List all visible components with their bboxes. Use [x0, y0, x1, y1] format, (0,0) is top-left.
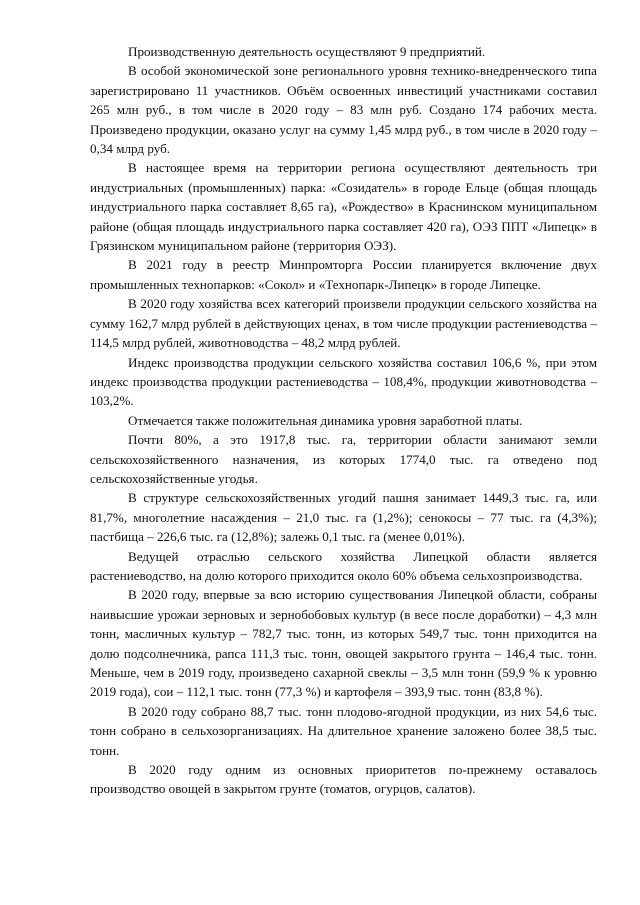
paragraph-fruit-berry: В 2020 году собрано 88,7 тыс. тонн плодово-ягодной продукции, из них 54,6 тыс. тонн собрано в сельхозорганизациях. На длительное хранение заложено более 38,5 тыс. тонн.	[90, 703, 597, 758]
paragraph-wages: Отмечается также положительная динамика уровня заработной платы.	[128, 412, 523, 428]
paragraph-enterprises: Производственную деятельность осуществляют 9 предприятий.	[128, 44, 486, 59]
paragraph-industrial-parks: В настоящее время на территории региона осуществляют деятельность три индустриальных (промышленных) парка: «Созидатель» в городе Ельце (общая площадь индустриального парка составляет 8,65 га), «Рождество» в Краснинском муниципальном районе (общая площадь индустриального парка составляет 420 га), ОЭЗ ППТ «Липецк» в Грязинском муниципальном районе (территория ОЭЗ).	[90, 160, 597, 254]
paragraph-harvest-2020: В 2020 году, впервые за всю историю существования Липецкой области, собраны наивысшие урожаи зерновых и зернобобовых культур (в весе после доработки) – 4,3 млн тонн, масличных культур – 782,7 тыс. тонн, из которых 549,7 тыс. тонн приходится на долю подсолнечника, рапса 111,3 тыс. тонн, овощей закрытого грунта – 146,4 тыс. тонн. Меньше, чем в 2019 году, произведено сахарной свеклы – 3,5 млн тонн (59,9 % к уровню 2019 года), сои – 112,1 тыс. тонн (77,3 %) и картофеля – 393,9 тыс. тонн (83,8 %).	[90, 587, 597, 700]
paragraph-agricultural-output: В 2020 году хозяйства всех категорий произвели продукции сельского хозяйства на сумму 162,7 млрд рублей в действующих ценах, в том числе продукции растениеводства – 114,5 млрд рублей, животноводства – 48,2 млрд рублей.	[90, 296, 597, 351]
paragraph-production-index: Индекс производства продукции сельского хозяйства составил 106,6 %, при этом индекс производства продукции растениеводства – 108,4%, продукции животноводства – 103,2%.	[90, 354, 597, 409]
document-page	[90, 42, 597, 799]
paragraph-crop-farming: Ведущей отраслью сельского хозяйства Липецкой области является растениеводство, на долю которого приходится около 60% объема сельхозпроизводства.	[90, 548, 597, 583]
paragraph-technoparks: В 2021 году в реестр Минпромторга России планируется включение двух промышленных технопарков: «Сокол» и «Технопарк-Липецк» в городе Липецке.	[90, 257, 597, 292]
paragraph-greenhouse-vegetables: В 2020 году одним из основных приоритетов по-прежнему оставалось производство овощей в закрытом грунте (томатов, огурцов, салатов).	[90, 762, 597, 797]
paragraph-agricultural-land: Почти 80%, а это 1917,8 тыс. га, территории области занимают земли сельскохозяйственного назначения, из которых 1774,0 тыс. га отведено под сельскохозяйственные угодья.	[90, 432, 597, 486]
paragraph-special-economic-zone: В особой экономической зоне регионального уровня технико-внедренческого типа зарегистрировано 11 участников. Объём освоенных инвестиций участниками составил 265 млн руб., в том числе в 2020 году – 83 млн руб. Создано 174 рабочих места. Произведено продукции, оказано услуг на сумму 1,45 млрд руб., в том числе в 2020 году – 0,34 млрд руб.	[90, 63, 597, 157]
paragraph-land-structure: В структуре сельскохозяйственных угодий пашня занимает 1449,3 тыс. га, или 81,7%, многолетние насаждения – 21,0 тыс. га (1,2%); сенокосы – 77 тыс. га (4,3%); пастбища – 226,6 тыс. га (12,8%); залежь 0,1 тыс. га (менее 0,01%).	[90, 490, 597, 545]
